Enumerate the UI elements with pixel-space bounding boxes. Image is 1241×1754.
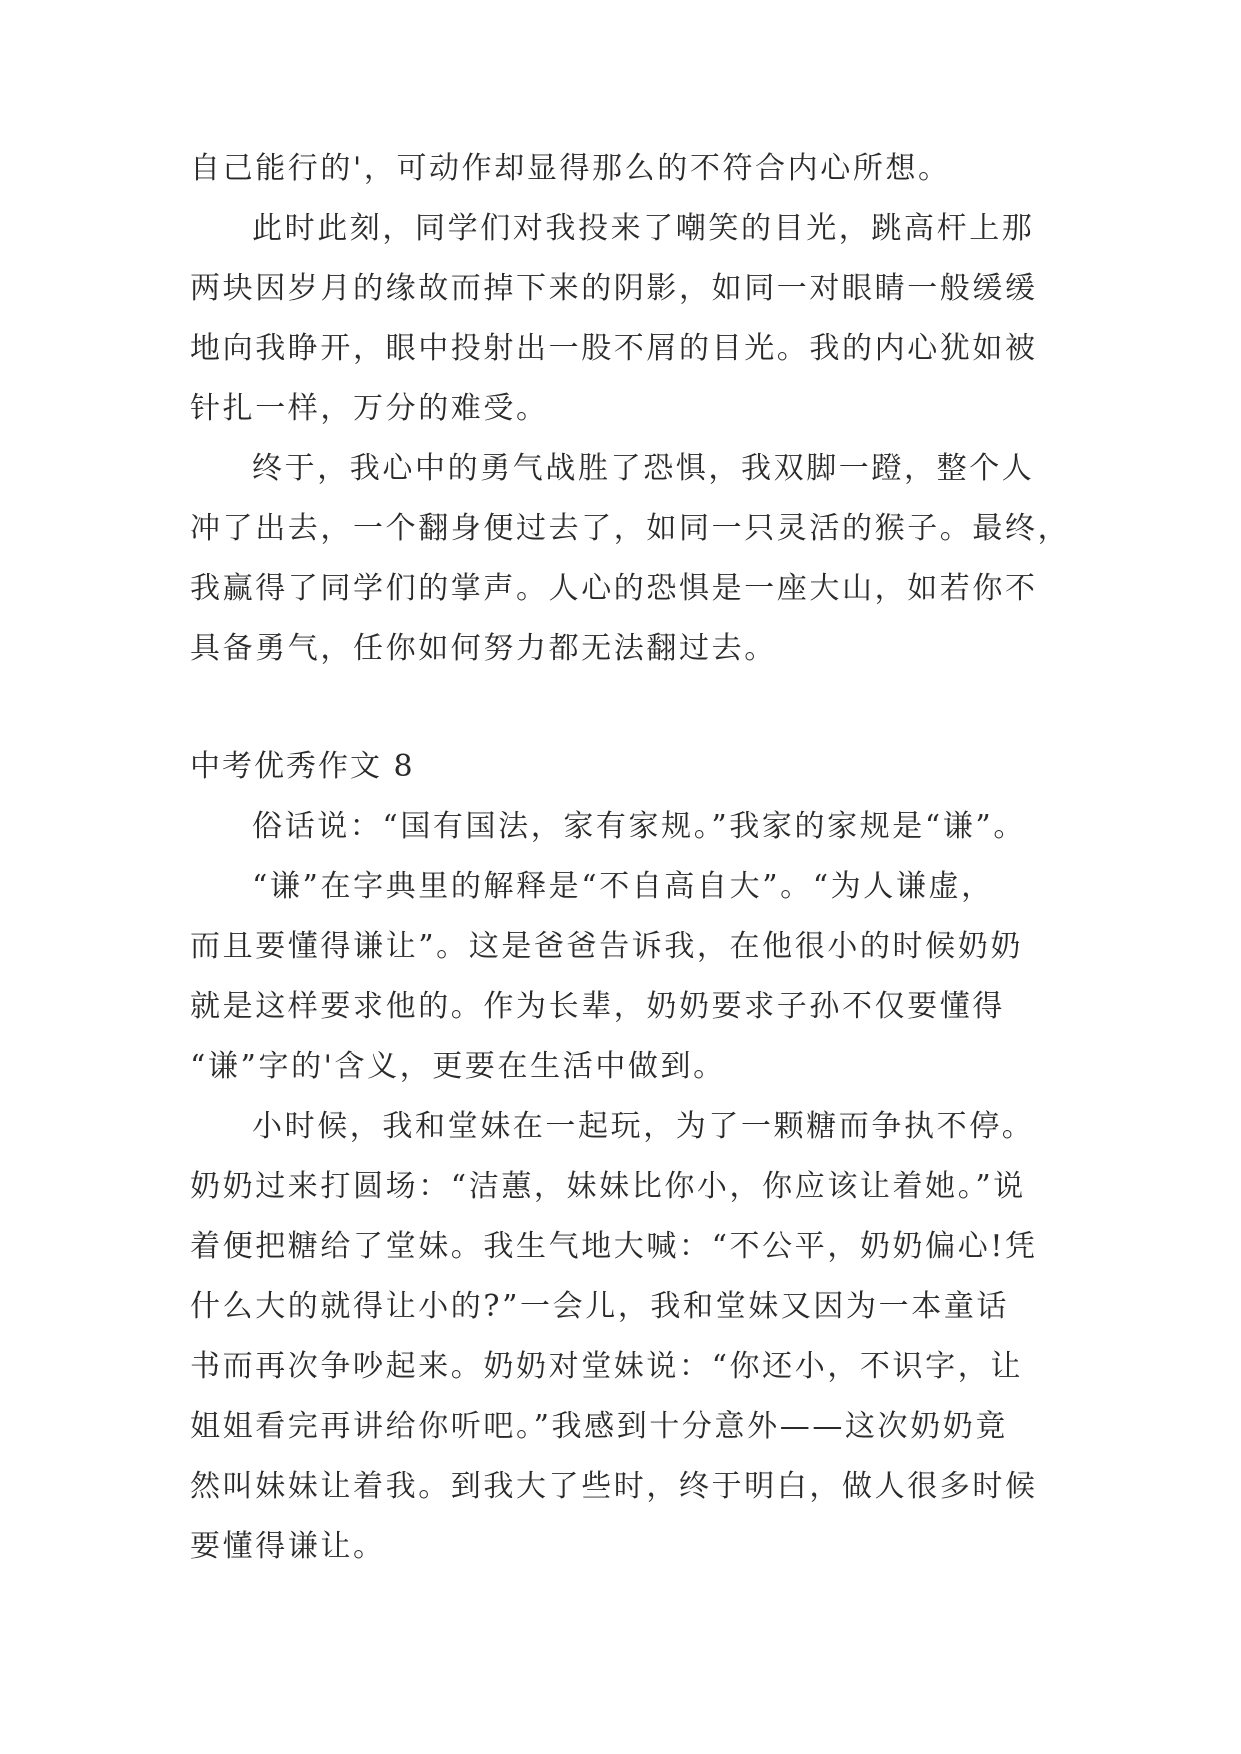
- text-line: 书而再次争吵起来。奶奶对堂妹说：“你还小，不识字，让: [190, 1349, 1023, 1384]
- essay-continuation: [190, 148, 1080, 670]
- text-line: 奶奶过来打圆场：“洁蕙，妹妹比你小，你应该让着她。”说: [190, 1169, 1026, 1204]
- essay-8-body: [190, 806, 1080, 1568]
- section-gap: [190, 688, 1080, 746]
- text-line: 要懂得谦让。: [190, 1529, 386, 1564]
- text-line: 小时候，我和堂妹在一起玩，为了一颗糖而争执不停。: [252, 1109, 1035, 1144]
- document-page: [190, 148, 1080, 1586]
- section-title: 中考优秀作文 8: [190, 749, 415, 784]
- text-line: 两块因岁月的缘故而掉下来的阴影，如同一对眼睛一般缓缓: [190, 271, 1038, 306]
- text-line: 冲了出去，一个翻身便过去了，如同一只灵活的猴子。最终，: [190, 511, 1071, 546]
- text-line: 着便把糖给了堂妹。我生气地大喊：“不公平，奶奶偏心!凭: [190, 1229, 1038, 1264]
- text-line: “谦”在字典里的解释是“不自高自大”。“为人谦虚，: [252, 869, 994, 904]
- text-line: 什么大的就得让小的?”一会儿，我和堂妹又因为一本童话: [190, 1289, 1010, 1324]
- text-line: 就是这样要求他的。作为长辈，奶奶要求子孙不仅要懂得: [190, 989, 1005, 1024]
- text-line: 我赢得了同学们的掌声。人心的恐惧是一座大山，如若你不: [190, 571, 1038, 606]
- text-line: 地向我睁开，眼中投射出一股不屑的目光。我的内心犹如被: [190, 331, 1038, 366]
- text-line: 然叫妹妹让着我。到我大了些时，终于明白，做人很多时候: [190, 1469, 1038, 1504]
- text-line: 而且要懂得谦让”。这是爸爸告诉我，在他很小的时候奶奶: [190, 929, 1023, 964]
- text-line: 自己能行的'，可动作却显得那么的不符合内心所想。: [190, 151, 951, 186]
- text-line: “谦”字的'含义，更要在生活中做到。: [190, 1049, 726, 1084]
- text-line: 此时此刻，同学们对我投来了嘲笑的目光，跳高杆上那: [252, 211, 1035, 246]
- text-line: 姐姐看完再讲给你听吧。”我感到十分意外——这次奶奶竟: [190, 1409, 1008, 1444]
- text-line: 针扎一样，万分的难受。: [190, 391, 549, 426]
- text-line: 具备勇气，任你如何努力都无法翻过去。: [190, 631, 777, 666]
- text-line: 俗话说：“国有国法，家有家规。”我家的家规是“谦”。: [252, 809, 1026, 844]
- text-line: 终于，我心中的勇气战胜了恐惧，我双脚一蹬，整个人: [252, 451, 1035, 486]
